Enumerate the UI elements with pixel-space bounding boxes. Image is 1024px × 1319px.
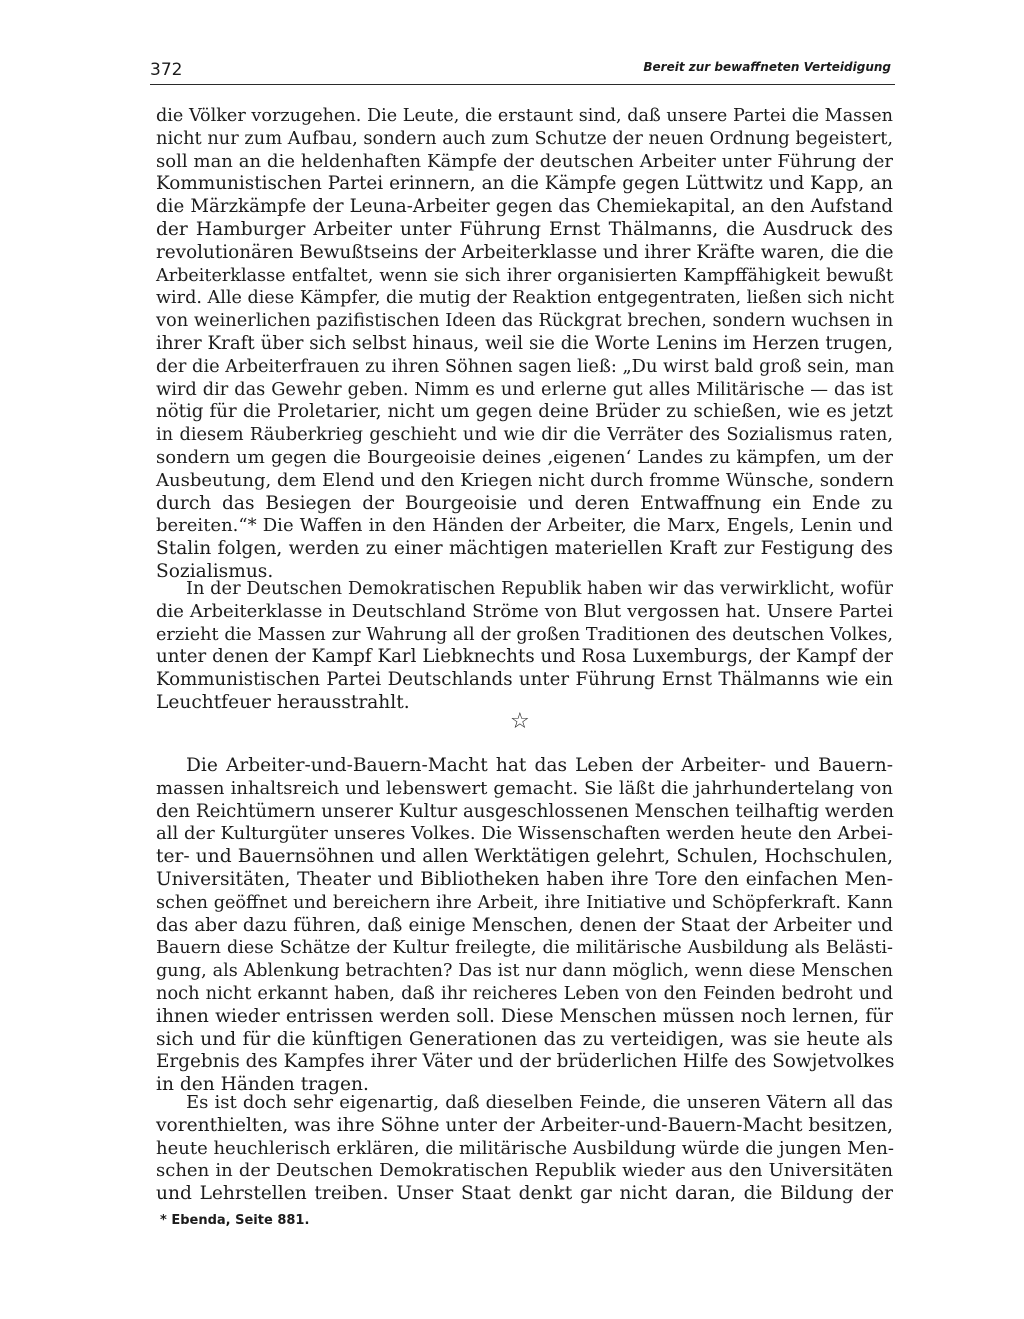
- text-line: der Hamburger Arbeiter unter Führung Ernst Thälmanns, die Ausdruck des: [156, 218, 893, 240]
- running-head: Bereit zur bewaffneten Verteidigung: [643, 60, 891, 74]
- text-line: sondern um gegen die Bourgeoisie deines ‚eigenen‘ Landes zu kämpfen, um der: [156, 446, 893, 468]
- text-line: In der Deutschen Demokratischen Republik haben wir das verwirklicht, wofür: [186, 578, 893, 599]
- text-line: den Reichtümern unserer Kultur ausgeschlossenen Menschen teilhaftig werden: [156, 800, 894, 822]
- text-line: Die Arbeiter-und-Bauern-Macht hat das Leben der Arbeiter- und Bauern-: [186, 755, 893, 776]
- text-line: erzieht die Massen zur Wahrung all der großen Traditionen des deutschen Volkes,: [156, 624, 893, 645]
- text-line: Ausbeutung, dem Elend und den Kriegen nicht durch fromme Wünsche, sondern: [156, 469, 894, 491]
- star-ornament-icon: ☆: [510, 709, 530, 734]
- paragraph-arbeiter-bauern-macht: [156, 755, 893, 1097]
- footnote: * Ebenda, Seite 881.: [160, 1213, 310, 1228]
- text-line: die Märzkämpfe der Leuna-Arbeiter gegen das Chemiekapital, an den Aufstand: [156, 196, 893, 218]
- text-line: Leuchtfeuer herausstrahlt.: [156, 691, 410, 713]
- text-line: heute heuchlerisch erklären, die militärische Ausbildung würde die jungen Men-: [156, 1137, 894, 1159]
- text-line: in diesem Räuberkrieg geschieht und wie dir die Verräter des Sozialismus raten,: [156, 424, 893, 446]
- paragraph-feinde: [156, 1092, 893, 1206]
- text-line: massen inhaltsreich und lebenswert gemacht. Sie läßt die jahrhundertelang von: [156, 777, 893, 799]
- text-line: Kommunistischen Partei Deutschlands unter Führung Ernst Thälmanns wie ein: [156, 669, 893, 691]
- text-line: Sozialismus.: [156, 560, 274, 582]
- text-line: in den Händen tragen.: [156, 1074, 369, 1096]
- text-line: Stalin folgen, werden zu einer mächtigen materiellen Kraft zur Festigung des: [156, 538, 893, 560]
- text-line: Es ist doch sehr eigenartig, daß dieselben Feinde, die unseren Vätern all das: [186, 1092, 893, 1113]
- text-line: unter denen der Kampf Karl Liebknechts und Rosa Luxemburgs, der Kampf der: [156, 646, 893, 668]
- page-number: 372: [150, 60, 183, 80]
- text-line: bereiten.“* Die Waffen in den Händen der Arbeiter, die Marx, Engels, Lenin und: [156, 515, 893, 537]
- text-line: Kommunistischen Partei erinnern, an die Kämpfe gegen Lüttwitz und Kapp, an: [156, 173, 893, 195]
- text-line: wird dir das Gewehr geben. Nimm es und erlerne gut alles Militärische — das ist: [156, 378, 893, 400]
- text-line: ter- und Bauernsöhnen und allen Werktätigen gelehrt, Schulen, Hochschulen,: [156, 846, 893, 868]
- text-line: noch nicht erkannt haben, daß ihr reicheres Leben von den Feinden bedroht und: [156, 982, 893, 1004]
- text-line: die Völker vorzugehen. Die Leute, die erstaunt sind, daß unsere Partei die Massen: [156, 106, 893, 126]
- text-line: vorenthielten, was ihre Söhne unter der Arbeiter-und-Bauern-Macht besitzen,: [156, 1114, 893, 1136]
- text-line: all der Kulturgüter unseres Volkes. Die Wissenschaften werden heute den Arbei-: [156, 823, 893, 845]
- text-line: durch das Besiegen der Bourgeoisie und deren Entwaffnung ein Ende zu: [156, 492, 893, 514]
- text-line: von weinerlichen pazifistischen Ideen das Rückgrat brechen, sondern wuchsen in: [156, 310, 894, 332]
- text-line: Arbeiterklasse entfaltet, wenn sie sich ihrer organisierten Kampffähigkeit bewußt: [156, 265, 893, 286]
- paragraph-ddr-traditions: [156, 578, 893, 715]
- paragraph-lenin-quote: [156, 105, 893, 584]
- text-line: wird. Alle diese Kämpfer, die mutig der Reaktion entgegentraten, ließen sich nicht: [156, 288, 895, 309]
- text-line: ihrer Kraft über sich selbst hinaus, weil sie die Worte Lenins im Herzen trugen,: [156, 332, 893, 354]
- text-line: sich und für die künftigen Generationen das zu verteidigen, was sie heute als: [156, 1028, 893, 1050]
- text-line: schen in der Deutschen Demokratischen Republik wieder aus den Universitäten: [156, 1160, 893, 1182]
- text-line: die Arbeiterklasse in Deutschland Ströme von Blut vergossen hat. Unsere Partei: [156, 600, 893, 622]
- text-line: nötig für die Proletarier, nicht um gegen deine Brüder zu schießen, wie es jetzt: [156, 401, 893, 423]
- text-line: der die Arbeiterfrauen zu ihren Söhnen sagen ließ: „Du wirst bald groß sein, man: [156, 355, 895, 377]
- text-line: Bauern diese Schätze der Kultur freilegte, die militärische Ausbildung als Belästi-: [156, 938, 893, 959]
- text-line: revolutionären Bewußtseins der Arbeiterklasse und ihrer Kräfte waren, die die: [156, 241, 894, 263]
- text-line: gung, als Ablenkung betrachten? Das ist nur dann möglich, wenn diese Menschen: [156, 961, 893, 982]
- text-line: soll man an die heldenhaften Kämpfe der deutschen Arbeiter unter Führung der: [156, 150, 893, 172]
- text-line: schen geöffnet und bereichern ihre Arbeit, ihre Initiative und Schöpferkraft. Kann: [156, 892, 893, 913]
- text-line: und Lehrstellen treiben. Unser Staat denkt gar nicht daran, die Bildung der: [156, 1183, 893, 1205]
- text-line: das aber dazu führen, daß einige Menschen, denen der Staat der Arbeiter und: [156, 914, 893, 936]
- page-header: [150, 58, 895, 85]
- text-line: nicht nur zum Aufbau, sondern auch zum Schutze der neuen Ordnung begeistert,: [156, 127, 893, 149]
- text-line: ihnen wieder entrissen werden soll. Diese Menschen müssen noch lernen, für: [156, 1005, 893, 1027]
- text-line: Universitäten, Theater und Bibliotheken haben ihre Tore den einfachen Men-: [156, 868, 893, 890]
- text-line: Ergebnis des Kampfes ihrer Väter und der brüderlichen Hilfe des Sowjetvolkes: [156, 1051, 895, 1073]
